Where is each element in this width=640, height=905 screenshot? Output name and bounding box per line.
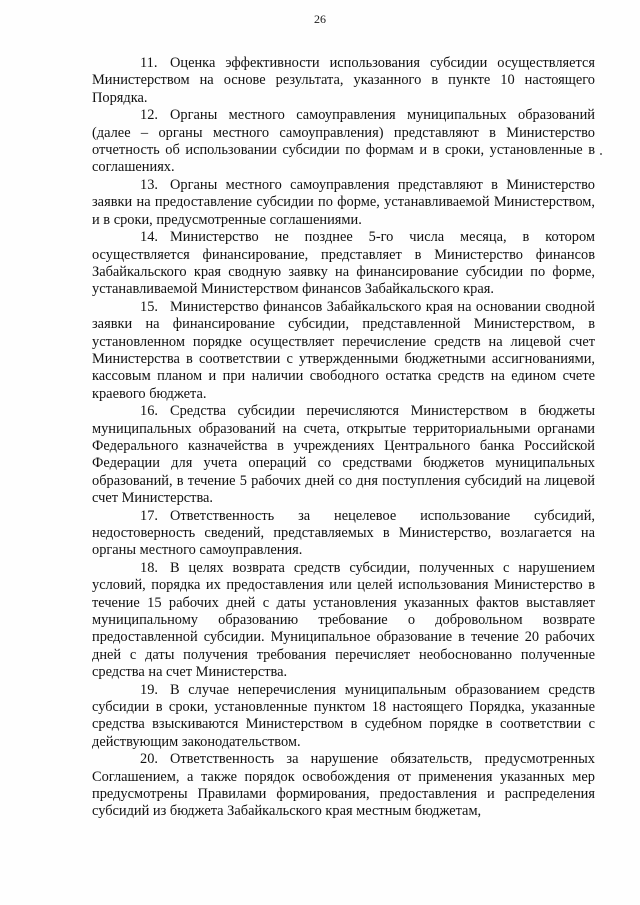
paragraph-15 <box>92 299 595 403</box>
paragraph-17 <box>92 508 595 560</box>
page-number: 26 <box>314 12 326 26</box>
paragraph-number: 17. <box>140 507 158 524</box>
paragraph-text: Ответственность за нарушение обязательств, предусмотренных Соглашением, а также порядок освобождения от применения указанных мер предусмотрены Правилами формирования, предоставления и распределения субсидий из бюджета Забайкальского края местным бюджетам, <box>92 751 595 820</box>
paragraph-20 <box>92 751 595 820</box>
paragraph-text: Министерство не позднее 5-го числа месяца, в котором осуществляется финансирование, представляет в Министерство финансов Забайкальского края сводную заявку на финансирование субсидии по форме, устанавливаемой Министерством финансов Забайкальского края. <box>92 229 595 298</box>
paragraph-number: 18. <box>140 560 158 577</box>
paragraph-text: В случае неперечисления муниципальным образованием средств субсидии в сроки, установленные пунктом 18 настоящего Порядка, указанные средства взыскиваются Министерством в судебном порядке в соответствии с действующим законодательством. <box>92 681 595 750</box>
paragraph-number: 12. <box>140 107 158 124</box>
paragraph-text: Министерство финансов Забайкальского края на основании сводной заявки на финансирование субсидии, представленной Министерством, в установленном порядке осуществляет перечисление средств на лицевой счет Министерства в соответствии с утвержденными бюджетными ассигнованиями, кассовым планом и при наличии свободного остатка средств на едином счете краевого бюджета. <box>92 299 595 402</box>
paragraph-text: В целях возврата средств субсидии, полученных с нарушением условий, порядка их предоставления или целей использования Министерство в течение 15 рабочих дней с даты установления указанных фактов выставляет муниципальному образованию требование о добровольном возврате предоставленной субсидии. Муниципальное образование в течение 20 рабочих дней с даты получения требования перечисляет необоснованно полученные средства на счет Министерства. <box>92 560 595 680</box>
paragraph-number: 13. <box>140 177 158 194</box>
scan-speck <box>600 153 602 155</box>
paragraph-number: 19. <box>140 681 158 698</box>
paragraph-number: 16. <box>140 403 158 420</box>
paragraph-text: Органы местного самоуправления представляют в Министерство заявки на предоставление субсидии по форме, устанавливаемой Министерством, и в сроки, предусмотренные соглашениями. <box>92 177 595 228</box>
paragraph-18 <box>92 560 595 681</box>
paragraph-12 <box>92 107 595 176</box>
paragraph-19 <box>92 682 595 751</box>
paragraph-14 <box>92 229 595 298</box>
paragraph-13 <box>92 177 595 229</box>
paragraph-number: 11. <box>140 55 158 71</box>
paragraph-text: Средства субсидии перечисляются Министерством в бюджеты муниципальных образований на счета, открытые территориальными органами Федерального казначейства в учреждениях Центрального банка Российской Федерации для учета операций со средствами бюджетов муниципальных образований, в течение 5 рабочих дней со дня поступления субсидий на лицевой счет Министерства. <box>92 403 595 506</box>
document-body <box>92 55 595 821</box>
paragraph-number: 14. <box>140 229 158 246</box>
paragraph-11 <box>92 55 595 107</box>
paragraph-number: 15. <box>140 299 158 316</box>
paragraph-text: Ответственность за нецелевое использование субсидий, недостоверность сведений, представляемых в Министерство, возлагается на органы местного самоуправления. <box>92 507 595 559</box>
paragraph-number: 20. <box>140 751 158 768</box>
paragraph-text: Оценка эффективности использования субсидии осуществляется Министерством на основе результата, указанного в пункте 10 настоящего Порядка. <box>92 55 595 106</box>
paragraph-text: Органы местного самоуправления муниципальных образований (далее – органы местного самоуправления) представляют в Министерство отчетность об использовании субсидии по формам и в сроки, установленные в соглашениях. <box>92 107 595 176</box>
paragraph-16 <box>92 403 595 507</box>
